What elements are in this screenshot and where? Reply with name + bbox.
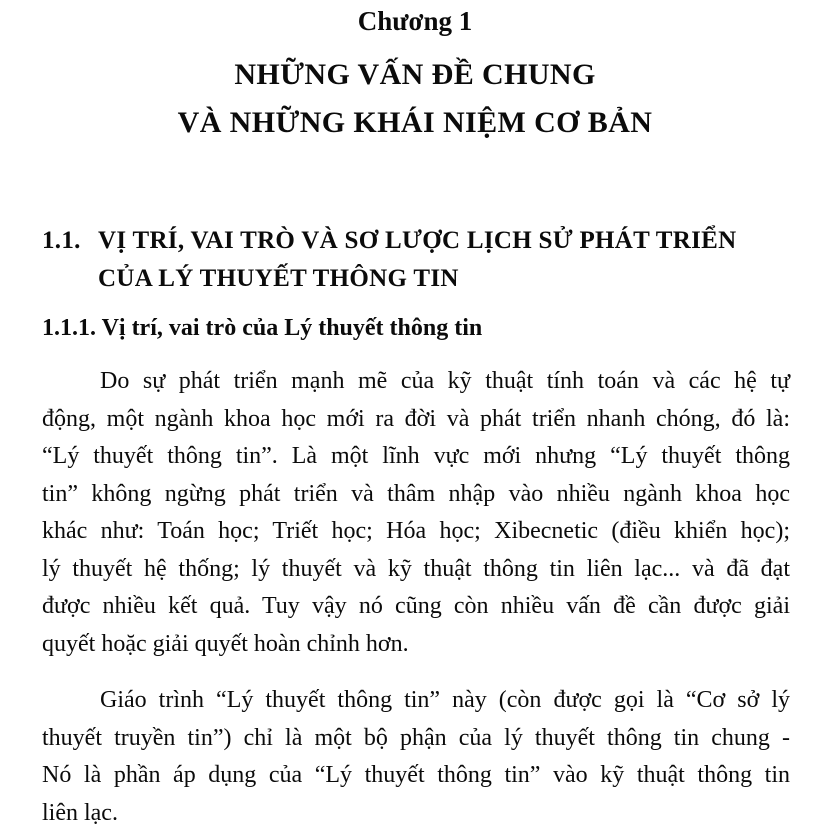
- paragraph-2: [42, 682, 790, 832]
- section-title-line-2: CỦA LÝ THUYẾT THÔNG TIN: [98, 265, 459, 292]
- chapter-title-line-2: VÀ NHỮNG KHÁI NIỆM CƠ BẢN: [177, 106, 653, 139]
- section-title-line-1: VỊ TRÍ, VAI TRÒ VÀ SƠ LƯỢC LỊCH SỬ PHÁT TRIỂN: [98, 227, 737, 254]
- paragraph-line: liên lạc.: [42, 799, 118, 826]
- section-heading: [42, 222, 812, 298]
- paragraph-line: tin” không ngừng phát triển và thâm nhập vào nhiều ngành khoa học: [42, 480, 790, 507]
- paragraph-line: Giáo trình “Lý thuyết thông tin” này (còn được gọi là “Cơ sở lý: [100, 687, 790, 713]
- paragraph-line: lý thuyết hệ thống; lý thuyết và kỹ thuật thông tin liên lạc... và đã đạt: [42, 555, 790, 582]
- paragraph-line: Nó là phần áp dụng của “Lý thuyết thông tin” vào kỹ thuật thông tin: [42, 762, 790, 788]
- subsection-heading: 1.1.1. Vị trí, vai trò của Lý thuyết thông tin: [42, 315, 483, 341]
- paragraph-line: “Lý thuyết thông tin”. Là một lĩnh vực mới nhưng “Lý thuyết thông: [42, 443, 790, 469]
- chapter-title-line-1: NHỮNG VẤN ĐỀ CHUNG: [234, 58, 596, 91]
- chapter-label: Chương 1: [357, 6, 473, 36]
- paragraph-1: [42, 363, 790, 663]
- paragraph-line: quyết hoặc giải quyết hoàn chỉnh hơn.: [42, 630, 409, 657]
- paragraph-line: động, một ngành khoa học mới ra đời và phát triển nhanh chóng, đó là:: [42, 405, 790, 432]
- paragraph-line: được nhiều kết quả. Tuy vậy nó cũng còn nhiều vấn đề cần được giải: [42, 593, 790, 619]
- paragraph-line: thuyết truyền tin”) chỉ là một bộ phận của lý thuyết thông tin chung -: [42, 724, 790, 751]
- section-number: 1.1.: [42, 227, 81, 254]
- paragraph-line: Do sự phát triển mạnh mẽ của kỹ thuật tính toán và các hệ tự: [100, 368, 790, 394]
- paragraph-line: khác như: Toán học; Triết học; Hóa học; Xibecnetic (điều khiển học);: [42, 518, 790, 544]
